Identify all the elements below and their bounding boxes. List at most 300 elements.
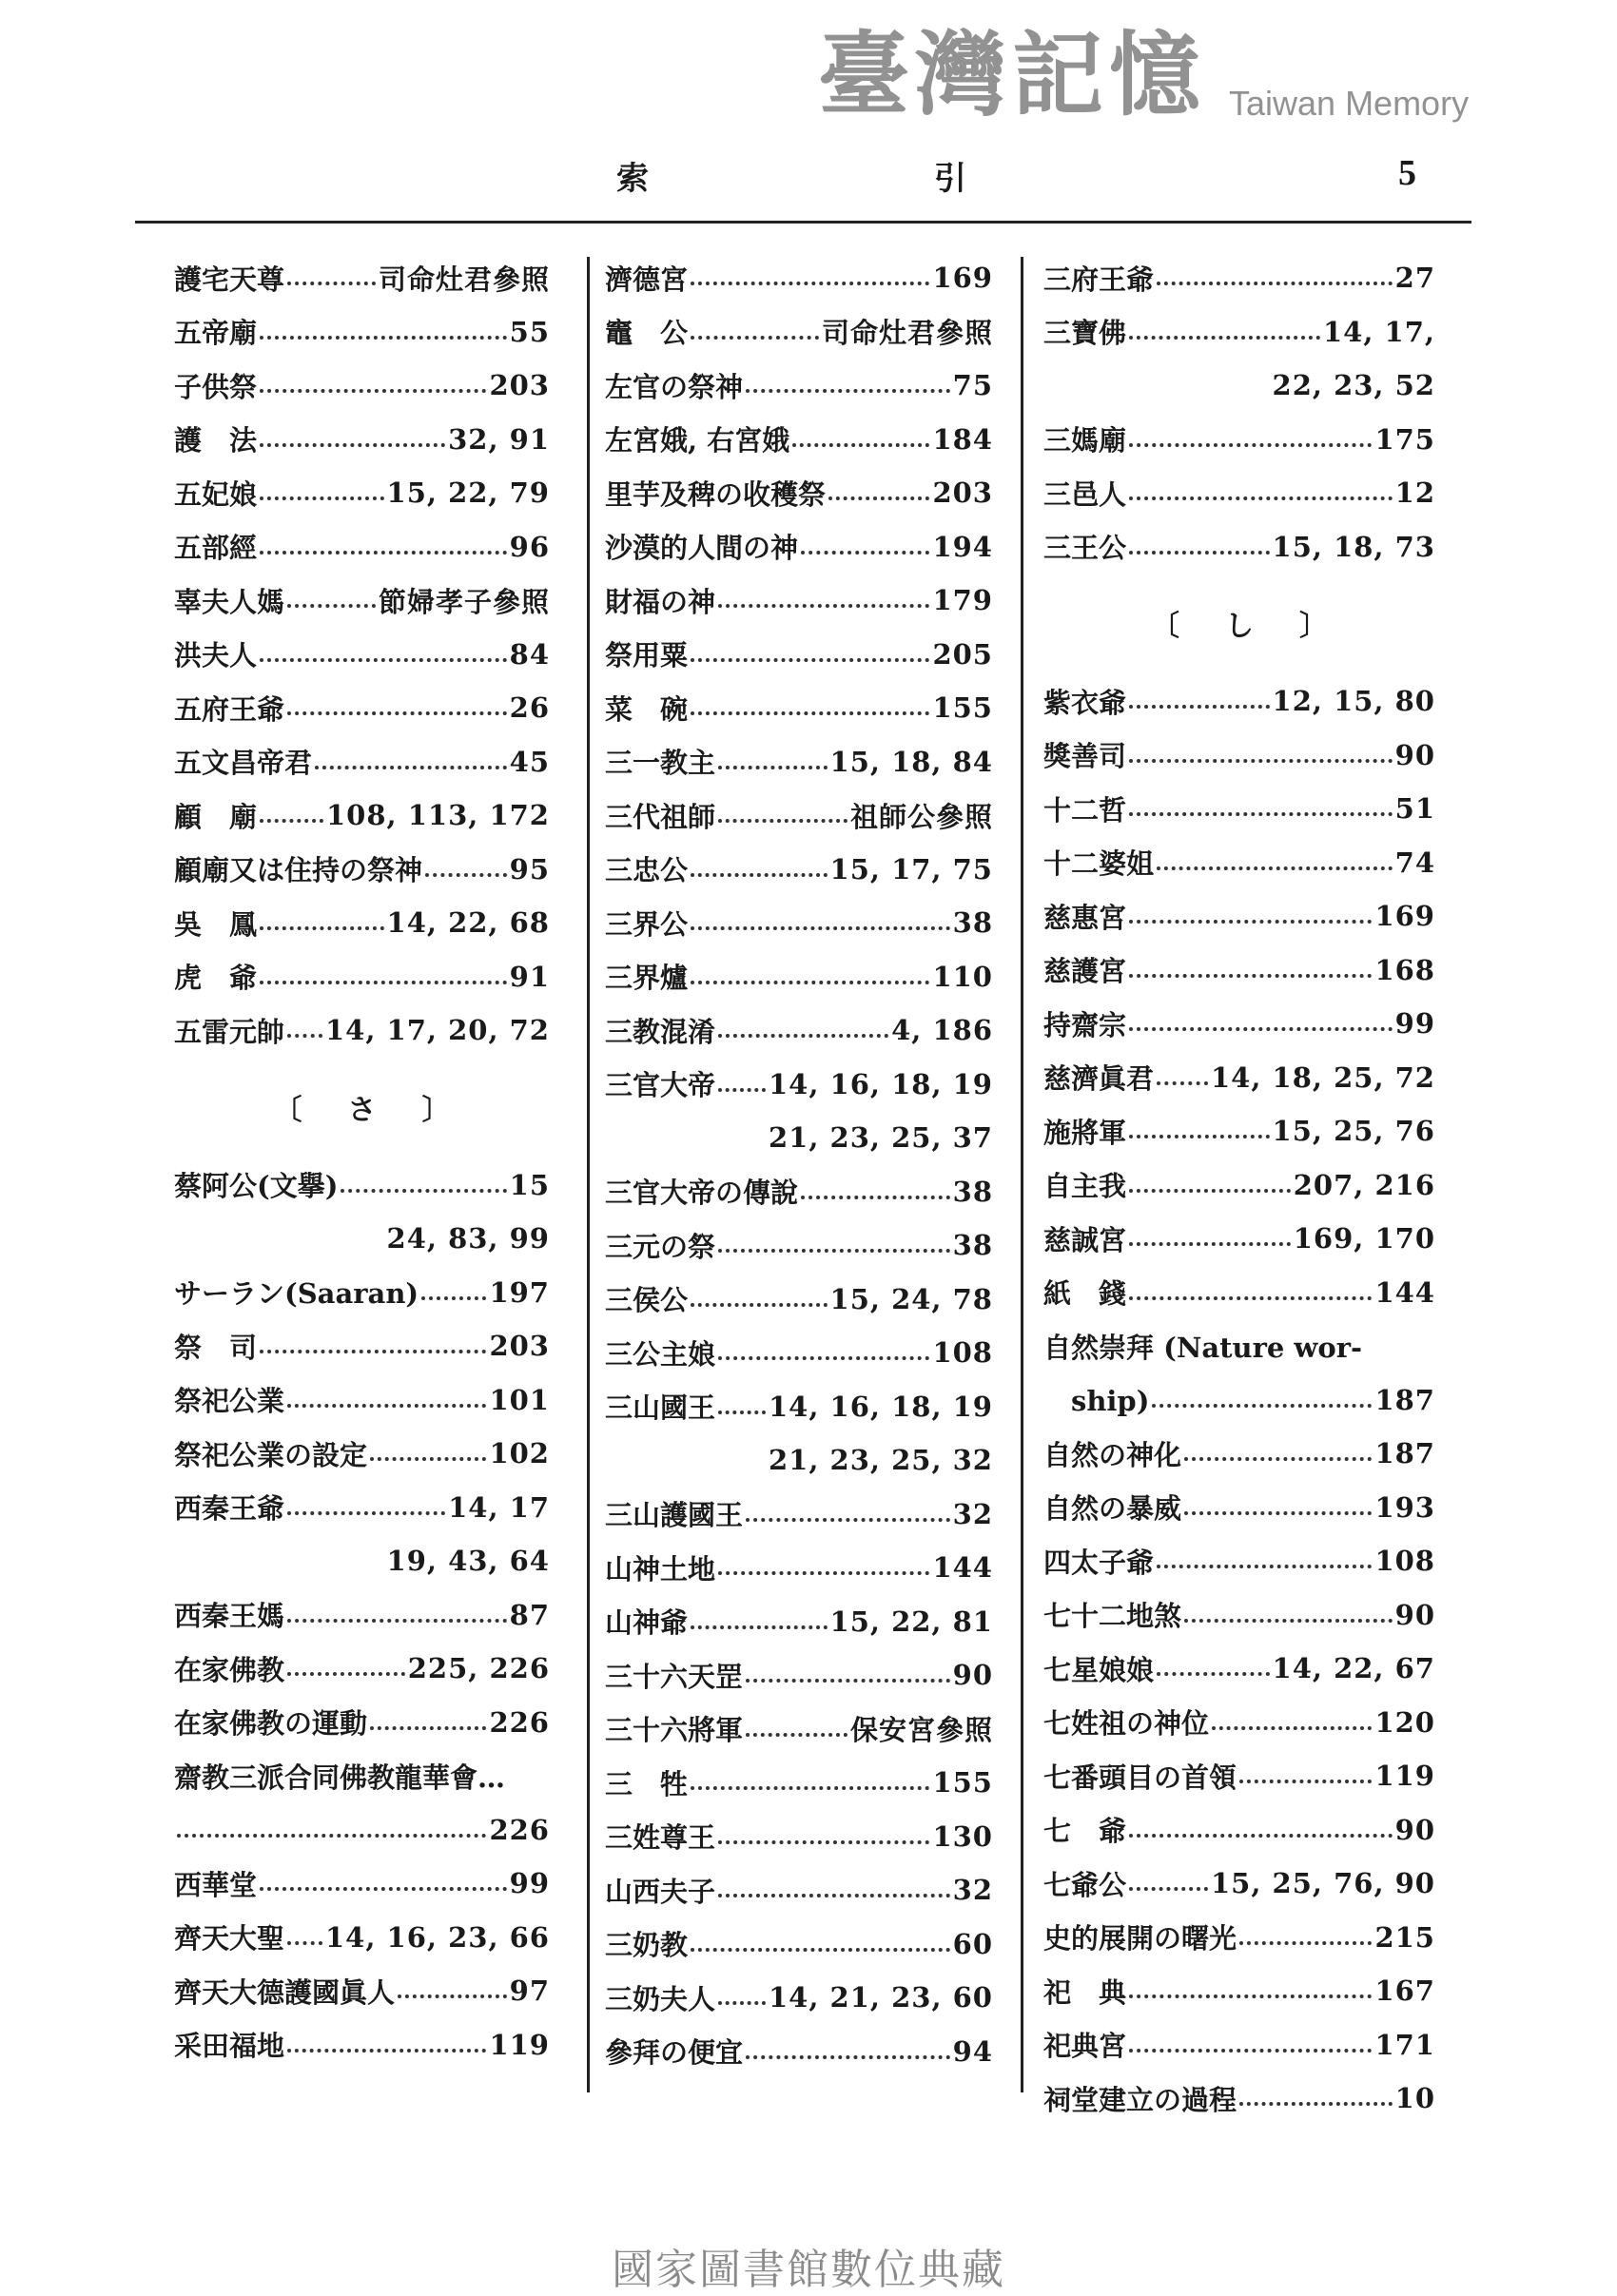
dot-leader	[718, 1411, 766, 1414]
entry-pages: 38	[952, 1175, 993, 1208]
entry-pages: 90	[1394, 1598, 1435, 1631]
entry-term: 五雷元帥	[174, 1015, 285, 1048]
dot-leader	[1129, 1242, 1291, 1246]
entry-term: 持齋宗	[1043, 1008, 1127, 1041]
entry-term: サーラン(Saaran)	[174, 1277, 419, 1311]
index-entry	[605, 681, 993, 735]
index-entry	[174, 2018, 550, 2072]
entry-pages: 205	[932, 637, 993, 671]
dot-leader	[718, 1034, 888, 1038]
index-entry	[174, 681, 550, 735]
entry-pages: 90	[1394, 738, 1435, 771]
entry-term: 五府王爺	[174, 692, 285, 726]
entry-pages: 38	[952, 1229, 993, 1262]
index-entry	[605, 305, 993, 360]
index-entry	[605, 574, 993, 628]
dot-leader	[718, 1894, 950, 1897]
entry-pages: 90	[952, 1659, 993, 1692]
entry-pages: 99	[1394, 1007, 1435, 1041]
dot-leader	[691, 336, 819, 340]
entry-pages: 84	[509, 637, 550, 671]
entry-term: 慈誠宮	[1043, 1223, 1127, 1256]
header-title-left: 索	[616, 160, 649, 198]
entry-term: 四太子爺	[1043, 1546, 1155, 1579]
dot-leader	[287, 1511, 445, 1515]
index-entry	[1043, 944, 1435, 998]
entry-term: 自然崇拜 (Nature wor-	[1043, 1331, 1363, 1364]
index-entry	[605, 359, 993, 413]
dot-leader	[1129, 1834, 1393, 1838]
dot-leader	[1157, 282, 1393, 285]
entry-term: 子供祭	[174, 370, 258, 403]
dot-leader	[1129, 705, 1270, 709]
entry-term: 慈惠宮	[1043, 901, 1127, 934]
dot-leader	[801, 1196, 950, 1199]
index-entry	[605, 1165, 993, 1219]
index-entry	[1043, 1427, 1435, 1481]
index-entry	[1043, 2018, 1435, 2072]
entry-term: 七 爺	[1043, 1815, 1127, 1848]
entry-pages: 32	[952, 1874, 993, 1907]
index-entry	[174, 1427, 550, 1481]
dot-leader	[260, 658, 507, 662]
entry-term: 三 牲	[605, 1767, 689, 1800]
entry-pages: 74	[1394, 846, 1435, 879]
index-entry	[605, 1326, 993, 1380]
page-number: 5	[1398, 153, 1416, 193]
index-entry	[174, 843, 550, 897]
index-entry	[1043, 1911, 1435, 1965]
entry-term: 三代祖師	[605, 800, 716, 833]
dot-leader	[177, 1834, 486, 1838]
dot-leader	[718, 1571, 929, 1575]
dot-leader	[691, 711, 929, 715]
dot-leader	[1157, 1081, 1208, 1085]
entry-term: 三奶教	[605, 1929, 689, 1962]
entry-term: 顧 廟	[174, 800, 258, 833]
entry-pages: 24, 83, 99	[386, 1222, 550, 1255]
entry-pages: 144	[1374, 1275, 1435, 1309]
dot-leader	[287, 711, 507, 715]
entry-term: 三教混淆	[605, 1015, 716, 1048]
index-entry	[605, 520, 993, 574]
dot-leader	[1157, 1672, 1270, 1676]
entry-term: 祀典宮	[1043, 2030, 1127, 2063]
index-entry	[1043, 1803, 1435, 1858]
entry-pages: 120	[1374, 1705, 1435, 1739]
entry-term: 祭用粟	[605, 639, 689, 672]
entry-term: 五部經	[174, 532, 258, 565]
entry-pages: 130	[932, 1819, 993, 1853]
index-entry	[1043, 359, 1435, 413]
index-entry	[1043, 674, 1435, 729]
entry-term: 采田福地	[174, 2030, 285, 2063]
watermark-sub: Taiwan Memory	[1229, 84, 1470, 123]
dot-leader	[1184, 1457, 1372, 1461]
entry-term: 慈濟眞君	[1043, 1062, 1155, 1096]
entry-term: 五妃娘	[174, 477, 258, 511]
dot-leader	[691, 873, 828, 877]
entry-pages: 99	[509, 1867, 550, 1900]
dot-leader	[1129, 443, 1372, 447]
entry-pages: 司命灶君參照	[821, 317, 993, 350]
entry-term: 里芋及稗の收穫祭	[605, 477, 827, 511]
dot-leader	[260, 926, 384, 930]
dot-leader	[718, 1356, 929, 1360]
entry-term: 三奶夫人	[605, 1982, 716, 2015]
index-entry	[1043, 466, 1435, 520]
entry-pages: 187	[1374, 1383, 1435, 1416]
entry-term: 三一教主	[605, 747, 716, 780]
dot-leader	[746, 1679, 950, 1683]
entry-pages: 32, 91	[448, 422, 550, 456]
index-entry	[605, 1971, 993, 2025]
dot-leader	[718, 1088, 766, 1092]
index-entry	[605, 1648, 993, 1703]
index-entry	[1043, 1964, 1435, 2018]
index-entry	[1043, 729, 1435, 783]
index-entry	[174, 950, 550, 1004]
entry-pages: 110	[932, 960, 993, 993]
entry-pages: 169	[1374, 900, 1435, 933]
entry-pages: 4, 186	[891, 1014, 993, 1047]
index-entry	[605, 413, 993, 467]
entry-pages: 187	[1374, 1437, 1435, 1470]
dot-leader	[1129, 551, 1270, 555]
entry-pages: 15, 25, 76, 90	[1210, 1867, 1435, 1900]
index-entry	[1043, 1319, 1435, 1373]
dot-leader	[718, 1840, 929, 1844]
index-entry	[174, 628, 550, 682]
entry-pages: 95	[509, 852, 550, 885]
index-entry	[174, 1266, 550, 1320]
index-entry	[1043, 1266, 1435, 1320]
dot-leader	[287, 282, 376, 285]
dot-leader	[792, 443, 929, 447]
index-entry	[174, 251, 550, 305]
index-entry	[174, 1588, 550, 1643]
index-entry	[605, 1433, 993, 1488]
dot-leader	[287, 1941, 322, 1945]
entry-pages: 179	[932, 584, 993, 617]
entry-pages: 15, 18, 84	[829, 745, 993, 778]
entry-pages: 102	[489, 1437, 550, 1470]
header-title-right: 引	[934, 160, 966, 198]
entry-term: 三官大帝	[605, 1069, 716, 1102]
entry-pages: 203	[489, 1330, 550, 1363]
bracket-open: 〔	[1151, 610, 1179, 643]
entry-pages: 15, 22, 81	[829, 1605, 993, 1638]
dot-leader	[1184, 1511, 1372, 1515]
entry-term: 在家佛教の運動	[174, 1707, 368, 1741]
entry-term: 三山國王	[605, 1391, 716, 1425]
index-entry	[605, 1756, 993, 1810]
entry-pages: 12, 15, 80	[1272, 685, 1435, 718]
entry-term: 三侯公	[605, 1284, 689, 1317]
entry-pages: 14, 17, 20, 72	[324, 1014, 550, 1047]
entry-term: 祠堂建立の過程	[1043, 2083, 1237, 2116]
entry-term: 三邑人	[1043, 477, 1127, 511]
entry-pages: 90	[1394, 1813, 1435, 1846]
index-entry	[174, 788, 550, 843]
index-entry	[174, 1158, 550, 1213]
entry-pages: 14, 16, 23, 66	[324, 1920, 550, 1954]
dot-leader	[1239, 1780, 1372, 1783]
index-entry	[605, 466, 993, 520]
entry-term: 自然の暴威	[1043, 1492, 1182, 1526]
entry-pages: 203	[489, 369, 550, 402]
index-entry	[1043, 1051, 1435, 1105]
section-header	[174, 1080, 550, 1134]
entry-pages: 155	[932, 691, 993, 725]
dot-leader	[718, 1249, 950, 1253]
entry-term: 左宮娥, 右宮娥	[605, 424, 790, 457]
entry-pages: 215	[1374, 1920, 1435, 1954]
entry-pages: 96	[509, 530, 550, 563]
dot-leader	[1129, 1887, 1208, 1891]
entry-pages: 14, 17,	[1322, 315, 1435, 348]
dot-leader	[287, 1034, 322, 1038]
entry-pages: 27	[1394, 262, 1435, 295]
header-rule	[135, 221, 1471, 224]
dot-leader	[746, 389, 950, 393]
entry-term: 祀 典	[1043, 1975, 1127, 2009]
entry-pages: 14, 22, 67	[1272, 1652, 1435, 1685]
entry-pages: 15, 24, 78	[829, 1282, 993, 1315]
dot-leader	[746, 2055, 950, 2059]
index-entry	[605, 628, 993, 682]
index-entry	[174, 359, 550, 413]
dot-leader	[260, 551, 507, 555]
index-entry	[605, 1810, 993, 1864]
entry-term: 三山護國王	[605, 1499, 744, 1532]
entry-term: 七星娘娘	[1043, 1653, 1155, 1686]
entry-pages: 108	[1374, 1545, 1435, 1578]
index-entry	[1043, 997, 1435, 1051]
dot-leader	[1129, 336, 1320, 340]
dot-leader	[1184, 1619, 1393, 1623]
dot-leader	[1152, 1404, 1372, 1408]
entry-pages: 14, 21, 23, 60	[768, 1981, 993, 2014]
dot-leader	[260, 496, 384, 500]
index-entry	[174, 574, 550, 628]
dot-leader	[398, 1994, 507, 1998]
index-entry	[174, 1003, 550, 1058]
entry-pages: 101	[489, 1383, 550, 1416]
entry-term: 財福の神	[605, 585, 716, 618]
dot-leader	[1129, 974, 1372, 978]
entry-term: 參拜の便宜	[605, 2036, 744, 2070]
index-entry	[1043, 1158, 1435, 1213]
entry-pages: 21, 23, 25, 37	[768, 1121, 993, 1155]
dot-leader	[801, 551, 929, 555]
column-divider	[1021, 257, 1023, 2092]
bracket-close: 〕	[1299, 610, 1328, 643]
dot-leader	[1129, 812, 1393, 816]
dot-leader	[315, 766, 507, 769]
index-entry	[605, 2025, 993, 2079]
index-entry	[1043, 1588, 1435, 1643]
entry-pages: 203	[932, 477, 993, 510]
entry-term: 吳 鳳	[174, 907, 258, 941]
index-entry	[1043, 1534, 1435, 1588]
bracket-open: 〔	[273, 1093, 302, 1127]
entry-term: 護 法	[174, 424, 258, 457]
dot-leader	[370, 1726, 486, 1730]
dot-leader	[691, 1303, 828, 1307]
index-column-1	[174, 251, 550, 2072]
entry-pages: 60	[952, 1927, 993, 1960]
entry-term: 三界爐	[605, 962, 689, 995]
index-entry	[605, 1595, 993, 1649]
entry-term: 自主我	[1043, 1170, 1127, 1203]
index-entry	[1043, 1642, 1435, 1696]
entry-term: 蔡阿公(文擧)	[174, 1170, 339, 1203]
dot-leader	[746, 1733, 847, 1737]
dot-leader	[260, 819, 323, 823]
index-entry	[174, 1212, 550, 1266]
index-entry	[174, 1319, 550, 1373]
index-entry	[174, 1857, 550, 1911]
dot-leader	[1157, 866, 1393, 870]
entry-term: 齊天大德護國眞人	[174, 1975, 396, 2009]
entry-pages: 保安宮參照	[849, 1714, 993, 1747]
entry-term: 七姓祖の神位	[1043, 1707, 1210, 1741]
section-kana: さ	[347, 1093, 377, 1127]
index-entry	[605, 1541, 993, 1595]
entry-pages: 15, 22, 79	[386, 477, 550, 510]
index-entry	[1043, 251, 1435, 305]
dot-leader	[718, 604, 929, 608]
entry-term: ship)	[1043, 1385, 1150, 1418]
dot-leader	[287, 1672, 405, 1676]
index-entry	[605, 1273, 993, 1327]
dot-leader	[287, 604, 376, 608]
index-entry	[605, 843, 993, 897]
entry-term: 獎善司	[1043, 740, 1127, 773]
dot-leader	[1129, 1135, 1270, 1138]
entry-term: 七番頭目の首領	[1043, 1761, 1237, 1794]
index-entry	[1043, 1481, 1435, 1535]
index-column-3	[1043, 251, 1435, 2126]
entry-term: 齋教三派合同佛教龍華會…	[174, 1761, 506, 1794]
entry-pages: 32	[952, 1497, 993, 1530]
dot-leader	[421, 1296, 486, 1300]
entry-pages: 司命灶君參照	[378, 263, 550, 296]
entry-term: 護宅天尊	[174, 263, 285, 296]
entry-term: 三公主娘	[605, 1337, 716, 1371]
entry-term: 三官大帝の傳說	[605, 1177, 799, 1210]
index-entry	[1043, 889, 1435, 944]
bracket-close: 〕	[421, 1093, 451, 1127]
index-entry	[174, 466, 550, 520]
index-entry	[1043, 1696, 1435, 1750]
entry-term: 十二哲	[1043, 793, 1127, 827]
dot-leader	[691, 1625, 828, 1629]
entry-pages: 168	[1374, 953, 1435, 986]
dot-leader	[1239, 2102, 1393, 2106]
entry-pages: 197	[489, 1275, 550, 1309]
index-entry	[605, 896, 993, 950]
entry-term: 山神爺	[605, 1606, 689, 1640]
dot-leader	[691, 658, 929, 662]
entry-pages: 51	[1394, 792, 1435, 826]
entry-term: 紫衣爺	[1043, 686, 1127, 719]
index-entry	[1043, 305, 1435, 360]
entry-pages: 21, 23, 25, 32	[768, 1444, 993, 1477]
entry-pages: 14, 16, 18, 19	[768, 1390, 993, 1423]
index-column-2	[605, 251, 993, 2078]
entry-term: 西華堂	[174, 1868, 258, 1901]
entry-term: 顧廟又は住持の祭神	[174, 854, 423, 887]
index-entry	[605, 1111, 993, 1165]
index-entry	[605, 950, 993, 1004]
entry-pages: 26	[509, 691, 550, 725]
entry-term: 濟德宮	[605, 263, 689, 296]
entry-term: 自然の神化	[1043, 1438, 1182, 1471]
section-kana: し	[1225, 610, 1254, 643]
entry-term: 三忠公	[605, 854, 689, 887]
footer-credit: 國家圖書館數位典藏	[612, 2246, 1005, 2294]
entry-pages: 184	[932, 422, 993, 456]
entry-pages: 225, 226	[407, 1652, 550, 1685]
entry-pages: 12	[1394, 477, 1435, 510]
dot-leader	[1239, 1941, 1372, 1945]
index-entry	[174, 1642, 550, 1696]
dot-leader	[828, 496, 929, 500]
entry-pages: 155	[932, 1766, 993, 1800]
entry-pages: 194	[932, 530, 993, 563]
entry-term: 西秦王爺	[174, 1492, 285, 1526]
entry-term: 祭祀公業の設定	[174, 1438, 368, 1471]
entry-pages: 75	[952, 369, 993, 402]
dot-leader	[287, 1619, 507, 1623]
entry-pages: 167	[1374, 1975, 1435, 2008]
index-entry	[1043, 836, 1435, 890]
index-entry	[174, 1696, 550, 1750]
entry-pages: 祖師公參照	[849, 800, 993, 833]
entry-pages: 175	[1374, 422, 1435, 456]
index-entry	[1043, 1749, 1435, 1803]
entry-term: 三界公	[605, 907, 689, 941]
dot-leader	[691, 926, 950, 930]
entry-term: 三姓尊王	[605, 1821, 716, 1855]
entry-term: 紙 錢	[1043, 1277, 1127, 1311]
dot-leader	[260, 336, 507, 340]
entry-pages: 97	[509, 1975, 550, 2008]
entry-term: 三元の祭	[605, 1230, 716, 1263]
index-entry	[605, 1003, 993, 1058]
dot-leader	[260, 981, 507, 984]
entry-term: 在家佛教	[174, 1653, 285, 1686]
dot-leader	[287, 1404, 486, 1408]
entry-pages: 91	[509, 960, 550, 993]
entry-term: 三十六天罡	[605, 1660, 744, 1693]
entry-pages: 節婦孝子參照	[378, 585, 550, 618]
entry-term: 沙漠的人間の神	[605, 532, 799, 565]
entry-term: 竈 公	[605, 317, 689, 350]
dot-leader	[1129, 920, 1372, 924]
entry-term: 三十六將軍	[605, 1714, 744, 1747]
entry-pages: 119	[489, 2028, 550, 2061]
watermark-main: 臺灣記憶	[818, 21, 1206, 128]
entry-term: 辜夫人媽	[174, 585, 285, 618]
index-entry	[605, 1917, 993, 1972]
dot-leader	[718, 766, 828, 769]
entry-term: 史的展開の曙光	[1043, 1922, 1237, 1955]
entry-term: 山神土地	[605, 1552, 716, 1586]
dot-leader	[1212, 1726, 1372, 1730]
